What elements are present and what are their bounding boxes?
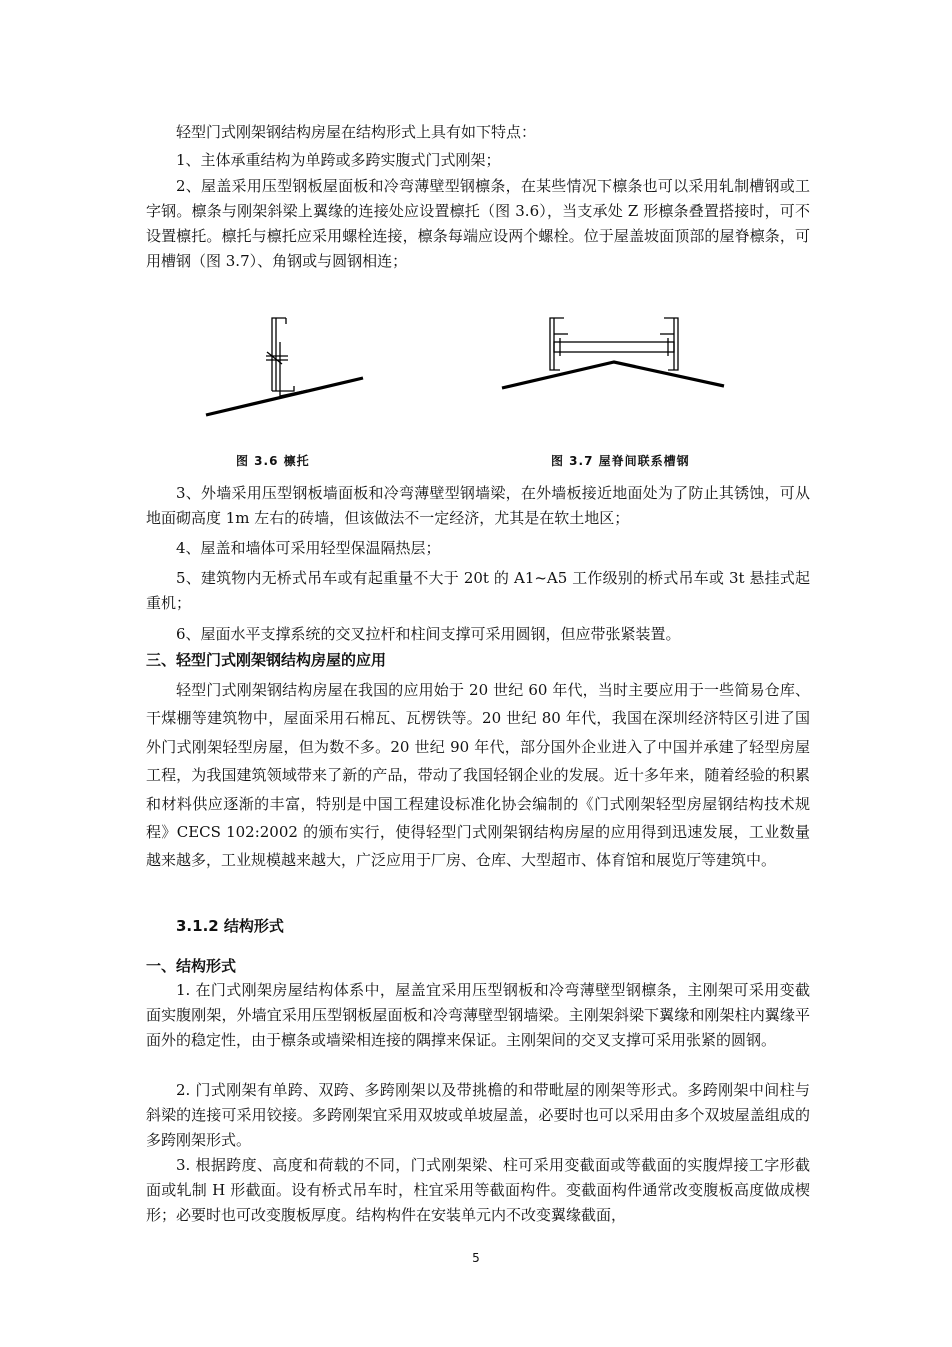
subsection-3-1-2-heading: 3.1.2 结构形式 (176, 917, 284, 935)
roof-slope-line (206, 378, 363, 415)
ridge-roof-lines (502, 362, 724, 388)
feature-item-4: 4、屋盖和墙体可采用轻型保温隔热层； (176, 539, 441, 557)
purlin-support-figure (196, 312, 376, 422)
feature-item-1: 1、主体承重结构为单跨或多跨实腹式门式刚架； (176, 151, 501, 169)
feature-item-5: 5、建筑物内无桥式吊车或有起重量不大于 20t 的 A1~A5 工作级别的桥式吊车或 3t 悬挂式起重机； (146, 569, 810, 612)
section-3-heading: 三、轻型门式刚架钢结构房屋的应用 (146, 651, 387, 669)
page-number: 5 (472, 1251, 480, 1265)
structure-paragraph-3: 3. 根据跨度、高度和荷载的不同，门式刚架梁、柱可采用变截面或等截面的实腹焊接工字形截面或轧制 H 形截面。设有桥式吊车时，柱宜采用等截面构件。变截面构件通常改变腹板高度做成楔形；必要时也可改变腹板厚度。结构构件在安装单元内不改变翼缘截面， (146, 1156, 810, 1224)
ridge-channel-figure (498, 312, 728, 396)
feature-item-6: 6、屋面水平支撑系统的交叉拉杆和柱间支撑可采用圆钢，但应带张紧装置。 (176, 625, 681, 643)
figure-3-6-caption: 图 3.6 檩托 (236, 454, 310, 468)
section-1-heading: 一、结构形式 (146, 957, 237, 975)
z-purlin-top-flange (272, 318, 286, 391)
structure-paragraph-2: 2. 门式刚架有单跨、双跨、多跨刚架以及带挑檐的和带毗屋的刚架等形式。多跨刚架中间柱与斜梁的连接可采用铰接。多跨刚架宜采用双坡或单坡屋盖，必要时也可以采用由多个双坡屋盖组成的多跨刚架形式。 (146, 1081, 810, 1149)
section-3-body: 轻型门式刚架钢结构房屋在我国的应用始于 20 世纪 60 年代，当时主要应用于一些简易仓库、干煤棚等建筑物中，屋面采用石棉瓦、瓦楞铁等。20 世纪 80 年代，我国在深圳经济特区引进了国外门式刚架轻型房屋，但为数不多。20 世纪 90 年代，部分国外企业进入了中国并承建了轻型房屋工程，为我国建筑领域带来了新的产品，带动了我国轻钢企业的发展。近十多年来，随着经验的积累和材料供应逐渐的丰富，特别是中国工程建设标准化协会编制的《门式刚架轻型房屋钢结构技术规程》CECS 102:2002 的颁布实行，使得轻型门式刚架钢结构房屋的应用得到迅速发展，工业数量越来越多，工业规模越来越大，广泛应用于厂房、仓库、大型超市、体育馆和展览厅等建筑中。 (146, 681, 810, 870)
figure-3-7-caption: 图 3.7 屋脊间联系槽钢 (551, 454, 690, 468)
feature-item-3: 3、外墙采用压型钢板墙面板和冷弯薄壁型钢墙梁，在外墙板接近地面处为了防止其锈蚀，可从地面砌高度 1m 左右的砖墙，但该做法不一定经济，尤其是在软土地区； (146, 484, 810, 527)
intro-paragraph: 轻型门式刚架钢结构房屋在结构形式上具有如下特点： (176, 123, 537, 141)
structure-paragraph-1: 1. 在门式刚架房屋结构体系中，屋盖宜采用压型钢板和冷弯薄壁型钢檩条，主刚架可采用变截面实腹刚架，外墙宜采用压型钢板屋面板和冷弯薄壁型钢墙梁。主刚架斜梁下翼缘和刚架柱内翼缘平面外的稳定性，由于檩条或墙梁相连接的隅撑来保证。主刚架间的交叉支撑可采用张紧的圆钢。 (146, 981, 810, 1049)
feature-item-2: 2、屋盖采用压型钢板屋面板和冷弯薄壁型钢檩条，在某些情况下檩条也可以采用轧制槽钢或工字钢。檩条与刚架斜梁上翼缘的连接处应设置檩托（图 3.6），当支承处 Z 形檩条叠置搭接时，可不设置檩托。檩托与檩托应采用螺栓连接，檩条每端应设两个螺栓。位于屋盖坡面顶部的屋脊檩条，可用槽钢（图 3.7）、角钢或与圆钢相连； (146, 177, 810, 270)
